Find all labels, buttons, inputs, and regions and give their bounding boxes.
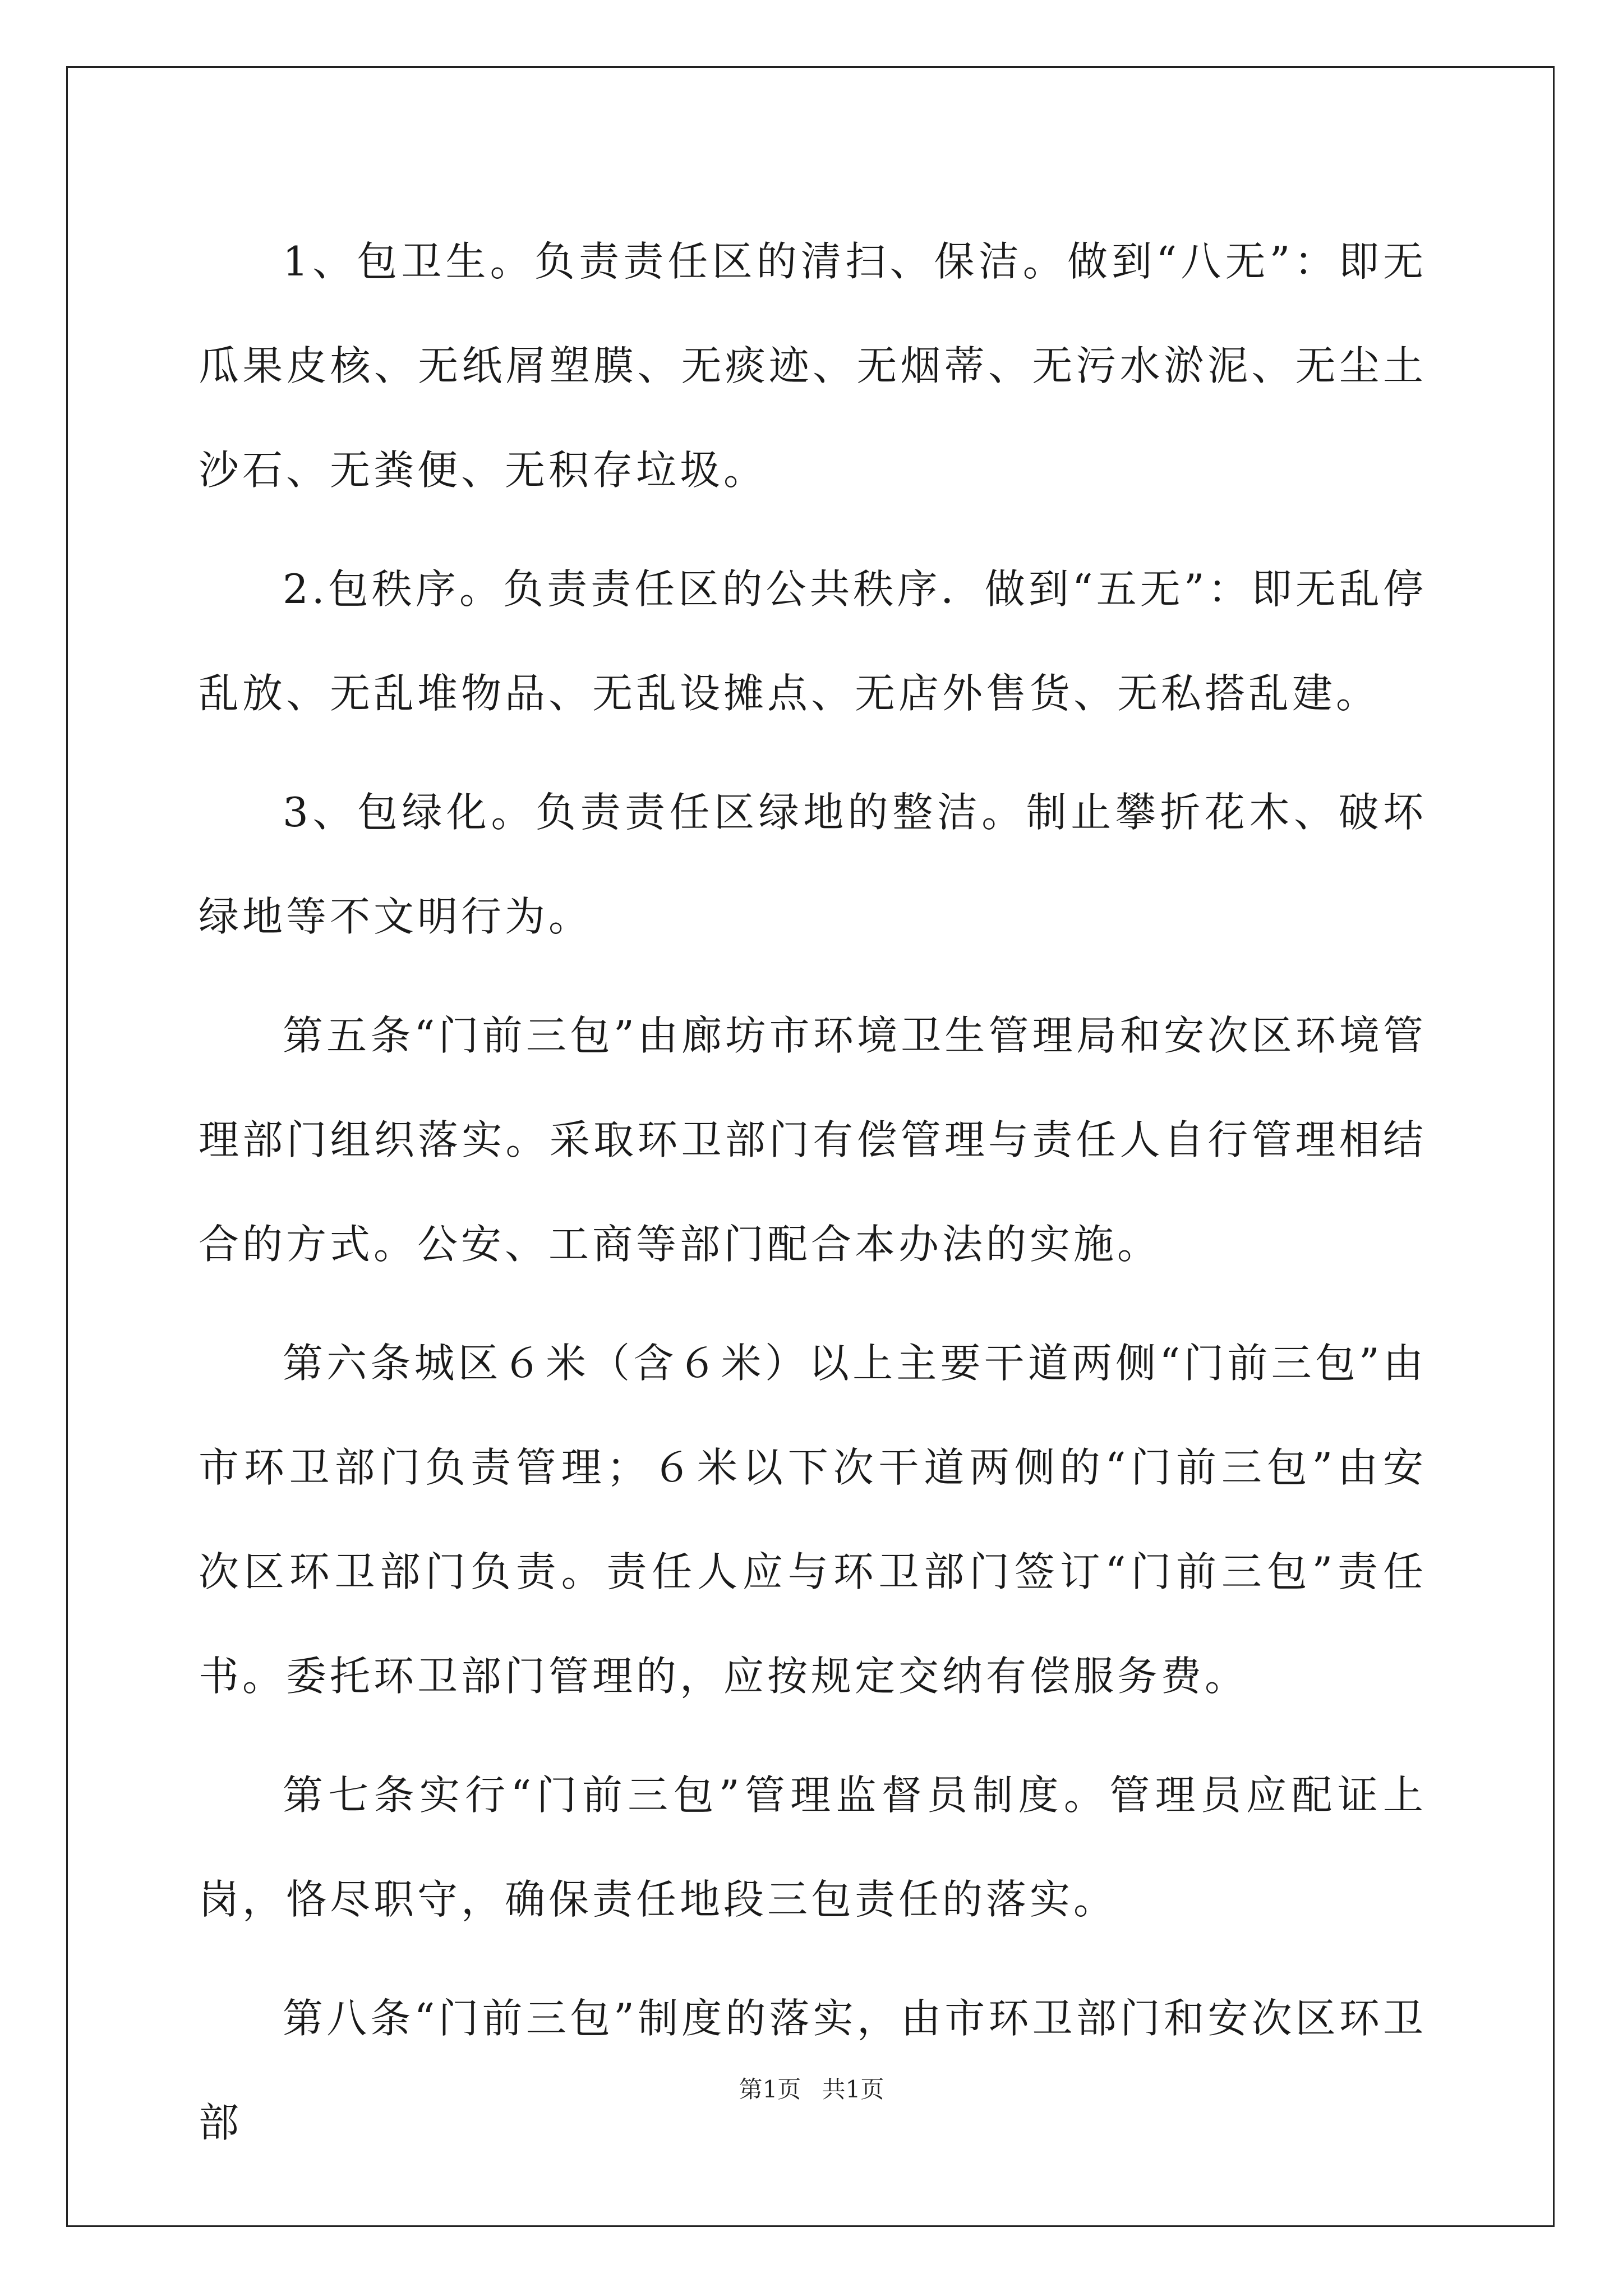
page-number: 第1页 — [739, 2076, 801, 2103]
paragraph-6: 第七条实行“门前三包”管理监督员制度。管理员应配证上岗，恪尽职守，确保责任地段三包责任的落实。 — [199, 1772, 1427, 1923]
paragraph-4: 第五条“门前三包”由廊坊市环境卫生管理局和安次区环境管理部门组织落实。采取环卫部门有偿管理与责任人自行管理相结合的方式。公安、工商等部门配合本办法的实施。 — [199, 1012, 1427, 1268]
page-footer — [0, 2071, 1623, 2105]
page-total: 共1页 — [822, 2076, 884, 2103]
paragraph-2: 2.包秩序。负责责任区的公共秩序．做到“五无”：即无乱停乱放、无乱堆物品、无乱设摊点、无店外售货、无私搭乱建。 — [199, 565, 1427, 717]
document-body — [199, 209, 1427, 2189]
paragraph-3: 3、包绿化。负责责任区绿地的整洁。制止攀折花木、破坏绿地等不文明行为。 — [199, 789, 1427, 940]
paragraph-5: 第六条城区６米（含６米）以上主要干道两侧“门前三包”由市环卫部门负责管理；６米以下次干道两侧的“门前三包”由安次区环卫部门负责。责任人应与环卫部门签订“门前三包”责任书。委托环卫部门管理的，应按规定交纳有偿服务费。 — [199, 1340, 1427, 1700]
paragraph-1: 1、包卫生。负责责任区的清扫、保洁。做到“八无”：即无瓜果皮核、无纸屑塑膜、无痰迹、无烟蒂、无污水淤泥、无尘土沙石、无粪便、无积存垃圾。 — [199, 238, 1427, 494]
paragraph-7: 第八条“门前三包”制度的落实，由市环卫部门和安次区环卫部 — [199, 1995, 1427, 2146]
